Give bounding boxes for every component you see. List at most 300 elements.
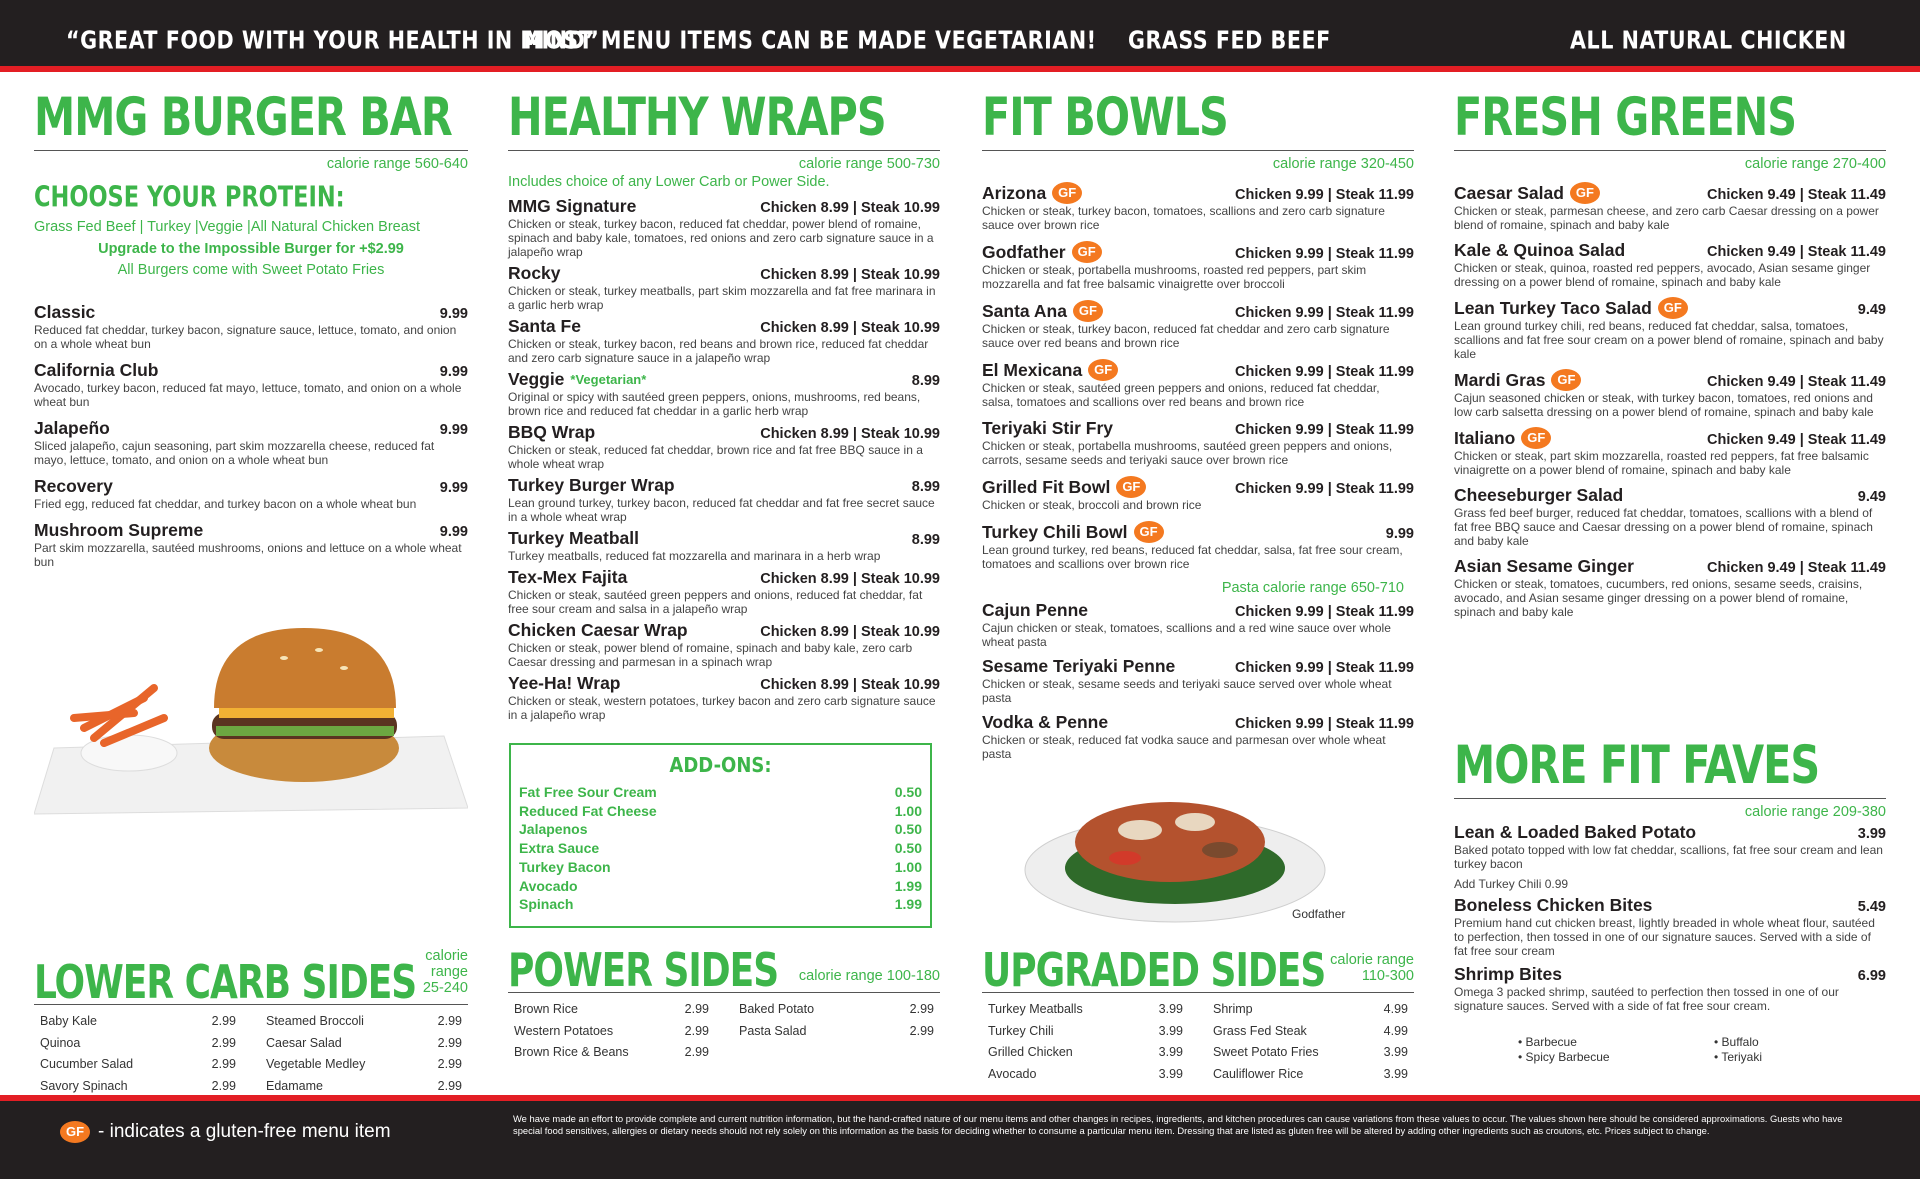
slogan: “GREAT FOOD WITH YOUR HEALTH IN MIND” (66, 26, 600, 56)
item-price: Chicken 8.99 | Steak 10.99 (760, 624, 940, 640)
addon-name: Spinach (519, 896, 574, 913)
gluten-free-icon: GF (1134, 521, 1164, 543)
item-header (982, 359, 1414, 381)
item-description: Avocado, turkey bacon, reduced fat mayo, lettuce, tomato, and onion on a whole wheat bun (34, 381, 462, 409)
item-description: Chicken or steak, reduced fat vodka sauce and parmesan over whole wheat pasta (982, 733, 1386, 761)
side-price: 3.99 (1383, 1066, 1408, 1081)
side-row (514, 1042, 709, 1064)
item-header (1454, 427, 1886, 449)
turkey-chili-addon: Add Turkey Chili 0.99 (1454, 877, 1569, 891)
bowls-calorie-range: calorie range 320-450 (1272, 156, 1414, 172)
side-row (1213, 1021, 1408, 1043)
item-name (508, 673, 621, 694)
pasta-list (982, 600, 1414, 761)
item-price: 8.99 (911, 532, 940, 548)
item-header (1454, 182, 1886, 204)
item-price: Chicken 9.49 | Steak 11.49 (1707, 373, 1886, 390)
item-description: Chicken or steak, portabella mushrooms, sautéed green peppers and onions, carrots, sesame seeds and teriyaki sauce over brown rice (982, 439, 1393, 467)
item-name (508, 422, 595, 443)
item-description: Chicken or steak, turkey bacon, red beans and brown rice, reduced fat cheddar and zero carb signature sauce in a jalapeño wrap (508, 337, 929, 365)
side-price: 2.99 (909, 1002, 934, 1016)
item-header (982, 182, 1414, 204)
addon-name: Extra Sauce (519, 840, 600, 857)
power-sides-calorie: calorie range 100-180 (798, 968, 940, 984)
sauce-item: • Spicy Barbecue (1518, 1050, 1610, 1064)
item-price: 3.99 (1857, 826, 1886, 842)
item-name (1454, 182, 1600, 204)
item-header (982, 712, 1414, 733)
item-name-text: BBQ Wrap (508, 422, 596, 442)
photo-caption: Godfather (1292, 907, 1346, 921)
menu-item (982, 359, 1414, 409)
menu-item (982, 656, 1414, 705)
item-description: Chicken or steak, portabella mushrooms, roasted red peppers, part skim mozzarella and fat free balsamic vinaigrette over broccoli (982, 263, 1367, 291)
item-description: Chicken or steak, turkey bacon, reduced fat cheddar and zero carb signature sauce over red beans and brown rice (982, 322, 1390, 350)
upgraded-sides-calorie: calorie range 110-300 (1330, 952, 1414, 984)
beef-note: GRASS FED BEEF (1128, 26, 1331, 56)
item-header (982, 300, 1414, 322)
item-name-text: Jalapeño (34, 418, 110, 438)
item-description: Cajun chicken or steak, tomatoes, scallions and a red wine sauce over whole wheat pasta (982, 621, 1391, 649)
item-description: Chicken or steak, broccoli and brown rice (982, 498, 1202, 512)
menu-item (982, 182, 1414, 232)
vegetarian-tag: *Vegetarian* (570, 372, 647, 387)
item-price: Chicken 9.99 | Steak 11.99 (1235, 716, 1414, 732)
pasta-calorie-range: Pasta calorie range 650-710 (1221, 580, 1404, 596)
side-name: Turkey Chili (988, 1023, 1054, 1038)
side-name: Grass Fed Steak (1213, 1023, 1307, 1038)
side-row (988, 1042, 1183, 1064)
side-price: 2.99 (211, 1014, 236, 1028)
item-description: Sliced jalapeño, cajun seasoning, part skim mozzarella cheese, reduced fat mayo, lettuce, tomato, and onion on a whole wheat bun (34, 439, 435, 467)
item-description: Original or spicy with sautéed green peppers, onions, mushrooms, red beans, brown rice and reduced fat cheddar in a garlic herb wrap (508, 390, 921, 418)
item-name (1454, 556, 1634, 577)
burger-bar-section (34, 85, 468, 578)
side-row (514, 999, 709, 1021)
gluten-free-icon: GF (60, 1121, 90, 1143)
item-description: Chicken or steak, power blend of romaine, spinach and baby kale, zero carb Caesar dressing and parmesan in a spinach wrap (508, 641, 913, 669)
item-description: Fried egg, reduced fat cheddar, and turkey bacon on a whole wheat bun (34, 497, 417, 511)
side-price: 2.99 (211, 1035, 236, 1050)
item-description: Chicken or steak, tomatoes, cucumbers, red onions, sesame seeds, craisins, avocado, and Asian sesame ginger dressing on a power blend of romaine, spinach and baby kale (1454, 577, 1863, 619)
footer-bar (0, 1095, 1920, 1179)
menu-item (508, 196, 940, 259)
item-name (1454, 369, 1581, 391)
addon-price: 0.50 (894, 821, 922, 838)
menu-item (508, 369, 940, 418)
sauce-item: • Barbecue (1518, 1035, 1577, 1049)
side-name: Shrimp (1213, 1002, 1253, 1016)
side-name: Savory Spinach (40, 1078, 128, 1093)
item-price: Chicken 9.99 | Steak 11.99 (1235, 245, 1414, 262)
item-header (1454, 297, 1886, 319)
side-name: Avocado (988, 1066, 1037, 1081)
item-name-text: Chicken Caesar Wrap (508, 620, 688, 640)
item-name-text: Yee-Ha! Wrap (508, 673, 621, 693)
disclaimer: We have made an effort to provide complete and current nutrition information, but the hand-crafted nature of our menu items and other changes in recipes, ingredients, and kitchen procedures can cause variations from these values to occur. The values shown here should be considered approximations. Guests who have special food sensitives, allergies or dietary needs should not rely solely on this information as the basis for deciding whether to consume a particular menu item. Dressing that are listed as gluten free will be altered by adding other ingredients such as croutons, etc. Prices subject to change. (513, 1113, 1843, 1136)
item-name: Boneless Chicken Bites (1454, 895, 1653, 915)
sides-column (40, 1011, 236, 1097)
menu-item (1454, 895, 1886, 958)
fries-note: All Burgers come with Sweet Potato Fries (117, 262, 385, 278)
side-price: 2.99 (437, 1035, 462, 1050)
item-header (508, 196, 940, 217)
item-price: Chicken 8.99 | Steak 10.99 (760, 200, 940, 216)
item-description: Omega 3 packed shrimp, sautéed to perfection then tossed in one of our signature sauces. Served with a side of fat free sour cream. (1454, 985, 1839, 1013)
item-header (982, 600, 1414, 621)
item-name (508, 620, 688, 641)
item-description: Chicken or steak, parmesan cheese, and zero carb Caesar dressing on a power blend of romaine, spinach and baby kale (1454, 204, 1879, 232)
gluten-free-icon: GF (1072, 241, 1102, 263)
item-header (1454, 485, 1886, 506)
side-price: 4.99 (1383, 1023, 1408, 1038)
item-header (982, 656, 1414, 677)
divider (1454, 798, 1886, 799)
upgrade-note: Upgrade to the Impossible Burger for +$2.99 (98, 241, 404, 257)
item-name (34, 360, 158, 381)
item-name-text: Vodka & Penne (982, 712, 1109, 732)
item-name-text: Turkey Burger Wrap (508, 475, 675, 495)
chicken-note: ALL NATURAL CHICKEN (1570, 26, 1847, 56)
menu-item (34, 418, 468, 467)
power-sides-grid (508, 999, 940, 1064)
side-price: 2.99 (684, 1045, 709, 1060)
addons-box (509, 743, 932, 928)
menu-item (34, 302, 468, 351)
menu-item (982, 300, 1414, 350)
power-sides (508, 944, 940, 1064)
gluten-free-icon: GF (1052, 182, 1082, 204)
item-price: Chicken 8.99 | Steak 10.99 (760, 267, 940, 283)
menu-item (508, 567, 940, 616)
item-header (508, 475, 940, 496)
top-banner (0, 0, 1920, 72)
item-description: Chicken or steak, quinoa, roasted red peppers, avocado, Asian sesame ginger dressing on a power blend of romaine, spinach and baby kale (1454, 261, 1871, 289)
item-description: Baked potato topped with low fat cheddar, scallions, fat free sour cream and lean turkey bacon (1454, 843, 1883, 871)
burger-calorie-range: calorie range 560-640 (326, 156, 468, 172)
item-name (1454, 297, 1688, 319)
addon-name: Reduced Fat Cheese (519, 802, 657, 819)
gluten-free-icon: GF (1088, 359, 1118, 381)
greens-section (1454, 85, 1886, 627)
item-name (1454, 485, 1623, 506)
item-name (982, 418, 1113, 439)
item-price: 9.99 (439, 306, 468, 322)
item-name (34, 520, 203, 541)
bowls-title: FIT BOWLS (982, 85, 1228, 148)
menu-item (508, 263, 940, 312)
menu-item (508, 528, 940, 563)
item-header (508, 567, 940, 588)
side-price: 2.99 (211, 1057, 236, 1072)
item-description: Grass fed beef burger, reduced fat cheddar, tomatoes, scallions with a blend of fat free BBQ sauce and Caesar dressing on a power blend of romaine, spinach and baby kale (1454, 506, 1873, 548)
item-name-text: Cajun Penne (982, 600, 1088, 620)
side-name: Edamame (266, 1078, 323, 1093)
burger-photo (34, 618, 468, 818)
burger-list (34, 302, 468, 569)
item-name (34, 302, 95, 323)
vegetarian-note: MOST MENU ITEMS CAN BE MADE VEGETARIAN! (524, 26, 1097, 56)
item-description: Turkey meatballs, reduced fat mozzarella and marinara in a herb wrap (508, 549, 881, 563)
item-price: Chicken 8.99 | Steak 10.99 (760, 426, 940, 442)
item-description: Chicken or steak, reduced fat cheddar, brown rice and fat free BBQ sauce in a whole wheat wrap (508, 443, 923, 471)
item-header (34, 520, 468, 541)
side-name: Baked Potato (739, 1002, 815, 1016)
item-price: Chicken 9.99 | Steak 11.99 (1235, 480, 1414, 497)
item-name-text: Rocky (508, 263, 561, 283)
item-header (508, 620, 940, 641)
item-description: Part skim mozzarella, sautéed mushrooms, onions and lettuce on a whole wheat bun (34, 541, 462, 569)
item-price: 9.49 (1857, 489, 1886, 505)
item-price: 9.99 (439, 524, 468, 540)
item-name (34, 418, 110, 439)
item-name-text: MMG Signature (508, 196, 637, 216)
item-name (982, 600, 1088, 621)
lower-carb-sides (34, 948, 468, 1097)
item-name-text: Turkey Chili Bowl (982, 521, 1128, 542)
side-price: 2.99 (684, 1002, 709, 1016)
side-name: Steamed Broccoli (266, 1014, 364, 1028)
menu-item (1454, 964, 1886, 1013)
item-name-text: Godfather (982, 241, 1066, 262)
item-price: 9.99 (1385, 525, 1414, 542)
item-name-text: Santa Fe (508, 316, 581, 336)
addon-row (519, 783, 922, 802)
item-name-text: Recovery (34, 476, 113, 496)
side-name: Caesar Salad (266, 1035, 342, 1050)
item-price: Chicken 9.49 | Steak 11.49 (1707, 244, 1886, 260)
side-row (1213, 1064, 1408, 1086)
sides-column (988, 999, 1183, 1085)
item-price: Chicken 9.99 | Steak 11.99 (1235, 304, 1414, 321)
menu-item (1454, 182, 1886, 232)
item-price: 9.99 (439, 480, 468, 496)
menu-item (982, 476, 1414, 512)
item-header (508, 369, 940, 390)
item-header (1454, 556, 1886, 577)
side-price: 3.99 (1158, 1002, 1183, 1016)
lower-carb-title: LOWER CARB SIDES (34, 956, 417, 1010)
item-name (508, 196, 636, 217)
menu-item (982, 521, 1414, 571)
item-name-text: Teriyaki Stir Fry (982, 418, 1113, 438)
item-name-text: California Club (34, 360, 159, 380)
item-name-text: Caesar Salad (1454, 182, 1564, 203)
menu-item (1454, 822, 1886, 871)
addon-name: Jalapenos (519, 821, 588, 838)
wraps-list (508, 196, 940, 722)
side-name: Vegetable Medley (266, 1057, 366, 1072)
menu-item (982, 712, 1414, 761)
side-row (988, 1064, 1183, 1086)
side-row (40, 1011, 236, 1033)
addon-row (519, 895, 922, 914)
item-name: Lean & Loaded Baked Potato (1454, 822, 1697, 842)
item-header (982, 521, 1414, 543)
addon-price: 1.00 (894, 858, 922, 875)
item-price: Chicken 9.99 | Steak 11.99 (1235, 604, 1414, 620)
item-header (508, 316, 940, 337)
sides-column (1213, 999, 1408, 1085)
sides-column (514, 999, 709, 1064)
sides-column (739, 999, 934, 1064)
addon-price: 1.99 (894, 896, 922, 913)
item-name-text: Tex-Mex Fajita (508, 567, 628, 587)
item-name (508, 316, 581, 337)
item-description: Chicken or steak, sautéed green peppers and onions, reduced fat cheddar, salsa, tomatoes and scallions over red beans and brown rice (982, 381, 1380, 409)
menu-item (508, 316, 940, 365)
item-name-text: Veggie (508, 369, 565, 389)
divider (34, 150, 468, 151)
greens-title: FRESH GREENS (1454, 85, 1797, 148)
gluten-free-icon: GF (1658, 297, 1688, 319)
item-name (508, 369, 646, 390)
side-name: Brown Rice & Beans (514, 1045, 629, 1060)
gluten-free-icon: GF (1116, 476, 1146, 498)
addon-price: 0.50 (894, 840, 922, 857)
item-description: Chicken or steak, sesame seeds and teriyaki sauce served over whole wheat pasta (982, 677, 1392, 705)
wraps-calorie-range: calorie range 500-730 (798, 156, 940, 172)
item-name (508, 263, 561, 284)
menu-item (34, 520, 468, 569)
bowls-list (982, 182, 1414, 571)
side-name: Brown Rice (514, 1002, 578, 1016)
side-row (40, 1054, 236, 1076)
menu-item (34, 476, 468, 511)
godfather-photo (1010, 770, 1380, 930)
item-description: Lean ground turkey chili, red beans, reduced fat cheddar, salsa, tomatoes, scallions and fat free sour cream on a power blend of romaine, spinach and baby kale (1454, 319, 1884, 361)
item-header (982, 241, 1414, 263)
item-price: 8.99 (911, 479, 940, 495)
lower-carb-grid (34, 1011, 468, 1097)
item-header (34, 302, 468, 323)
side-row (266, 1033, 462, 1055)
item-price: 9.99 (439, 422, 468, 438)
item-name-text: Mardi Gras (1454, 369, 1546, 390)
sides-column (266, 1011, 462, 1097)
item-header (508, 528, 940, 549)
menu-item (508, 422, 940, 471)
item-price: Chicken 9.99 | Steak 11.99 (1235, 186, 1414, 203)
side-price: 3.99 (1383, 1045, 1408, 1060)
menu-item (1454, 485, 1886, 548)
addon-price: 0.50 (894, 784, 922, 800)
bowls-section (982, 85, 1414, 768)
upgraded-sides-title: UPGRADED SIDES (982, 944, 1326, 998)
addon-price: 1.00 (894, 802, 922, 819)
item-name (982, 300, 1103, 322)
side-price: 3.99 (1158, 1023, 1183, 1038)
gluten-free-icon: GF (1570, 182, 1600, 204)
side-price: 2.99 (437, 1014, 462, 1028)
item-name-text: Grilled Fit Bowl (982, 476, 1111, 497)
addon-row (519, 858, 922, 877)
addon-row (519, 820, 922, 839)
sauce-item: • Buffalo (1714, 1035, 1759, 1049)
item-header (1454, 240, 1886, 261)
menu-item (1454, 427, 1886, 477)
burger-bar-title: MMG BURGER BAR (34, 85, 452, 148)
item-price: Chicken 9.49 | Steak 11.49 (1707, 431, 1886, 448)
addon-name: Fat Free Sour Cream (519, 784, 657, 800)
item-name (1454, 427, 1551, 449)
item-name (982, 712, 1108, 733)
item-name-text: Sesame Teriyaki Penne (982, 656, 1176, 676)
item-name (982, 182, 1082, 204)
item-name (982, 476, 1146, 498)
item-price: Chicken 9.99 | Steak 11.99 (1235, 363, 1414, 380)
item-description: Chicken or steak, turkey meatballs, part skim mozzarella and fat free marinara in a garlic herb wrap (508, 284, 936, 312)
item-header (982, 418, 1414, 439)
item-name-text: Arizona (982, 182, 1047, 203)
side-row (514, 1021, 709, 1043)
side-name: Western Potatoes (514, 1023, 614, 1038)
item-price: Chicken 8.99 | Steak 10.99 (760, 677, 940, 693)
item-header (1454, 369, 1886, 391)
item-price: 8.99 (911, 373, 940, 389)
item-name-text: El Mexicana (982, 359, 1083, 380)
gluten-free-icon: GF (1073, 300, 1103, 322)
menu-item (1454, 556, 1886, 619)
addon-price: 1.99 (894, 877, 922, 894)
addons-title: ADD-ONS: (669, 753, 772, 777)
addon-name: Avocado (519, 877, 578, 894)
gf-legend (60, 1121, 391, 1143)
menu-item (508, 673, 940, 722)
item-price: Chicken 8.99 | Steak 10.99 (760, 571, 940, 587)
addons-list (519, 783, 922, 914)
power-sides-title: POWER SIDES (508, 944, 779, 998)
upgraded-sides-grid (982, 999, 1414, 1085)
wraps-section (508, 85, 940, 726)
side-price: 2.99 (437, 1057, 462, 1072)
item-name (508, 475, 675, 496)
item-header (34, 360, 468, 381)
side-row (988, 999, 1183, 1021)
side-row (266, 1054, 462, 1076)
menu-item (982, 418, 1414, 467)
menu-item (34, 360, 468, 409)
item-price: 9.49 (1857, 301, 1886, 318)
item-name (982, 241, 1102, 263)
menu-item (1454, 297, 1886, 361)
item-name (508, 528, 639, 549)
item-price: Chicken 9.49 | Steak 11.49 (1707, 186, 1886, 203)
addon-name: Turkey Bacon (519, 858, 611, 875)
item-name (34, 476, 113, 497)
item-description: Lean ground turkey, turkey bacon, reduced fat cheddar and fat free secret sauce in a whole wheat wrap (508, 496, 935, 524)
item-description: Chicken or steak, western potatoes, turkey bacon and zero carb signature sauce in a jalapeño wrap (508, 694, 936, 722)
item-description: Chicken or steak, turkey bacon, reduced fat cheddar, power blend of romaine, spinach and baby kale, tomatoes, red onions and zero carb signature sauce in a jalapeño wrap (508, 217, 934, 259)
protein-options: Grass Fed Beef | Turkey |Veggie |All Natural Chicken Breast (34, 219, 421, 235)
item-price: 9.99 (439, 364, 468, 380)
item-description: Chicken or steak, turkey bacon, tomatoes, scallions and zero carb signature sauce over brown rice (982, 204, 1385, 232)
item-header (508, 673, 940, 694)
sauce-list (1454, 1035, 1886, 1065)
side-name: Pasta Salad (739, 1023, 807, 1038)
divider (1454, 150, 1886, 151)
item-header (34, 418, 468, 439)
side-name: Cauliflower Rice (1213, 1066, 1304, 1081)
item-name: Shrimp Bites (1454, 964, 1562, 984)
gf-legend-text: - indicates a gluten-free menu item (98, 1121, 391, 1142)
wraps-note: Includes choice of any Lower Carb or Power Side. (508, 174, 830, 190)
greens-calorie-range: calorie range 270-400 (1744, 156, 1886, 172)
upgraded-sides (982, 944, 1414, 1085)
wraps-title: HEALTHY WRAPS (508, 85, 886, 148)
item-name (1454, 240, 1625, 261)
item-header (508, 263, 940, 284)
